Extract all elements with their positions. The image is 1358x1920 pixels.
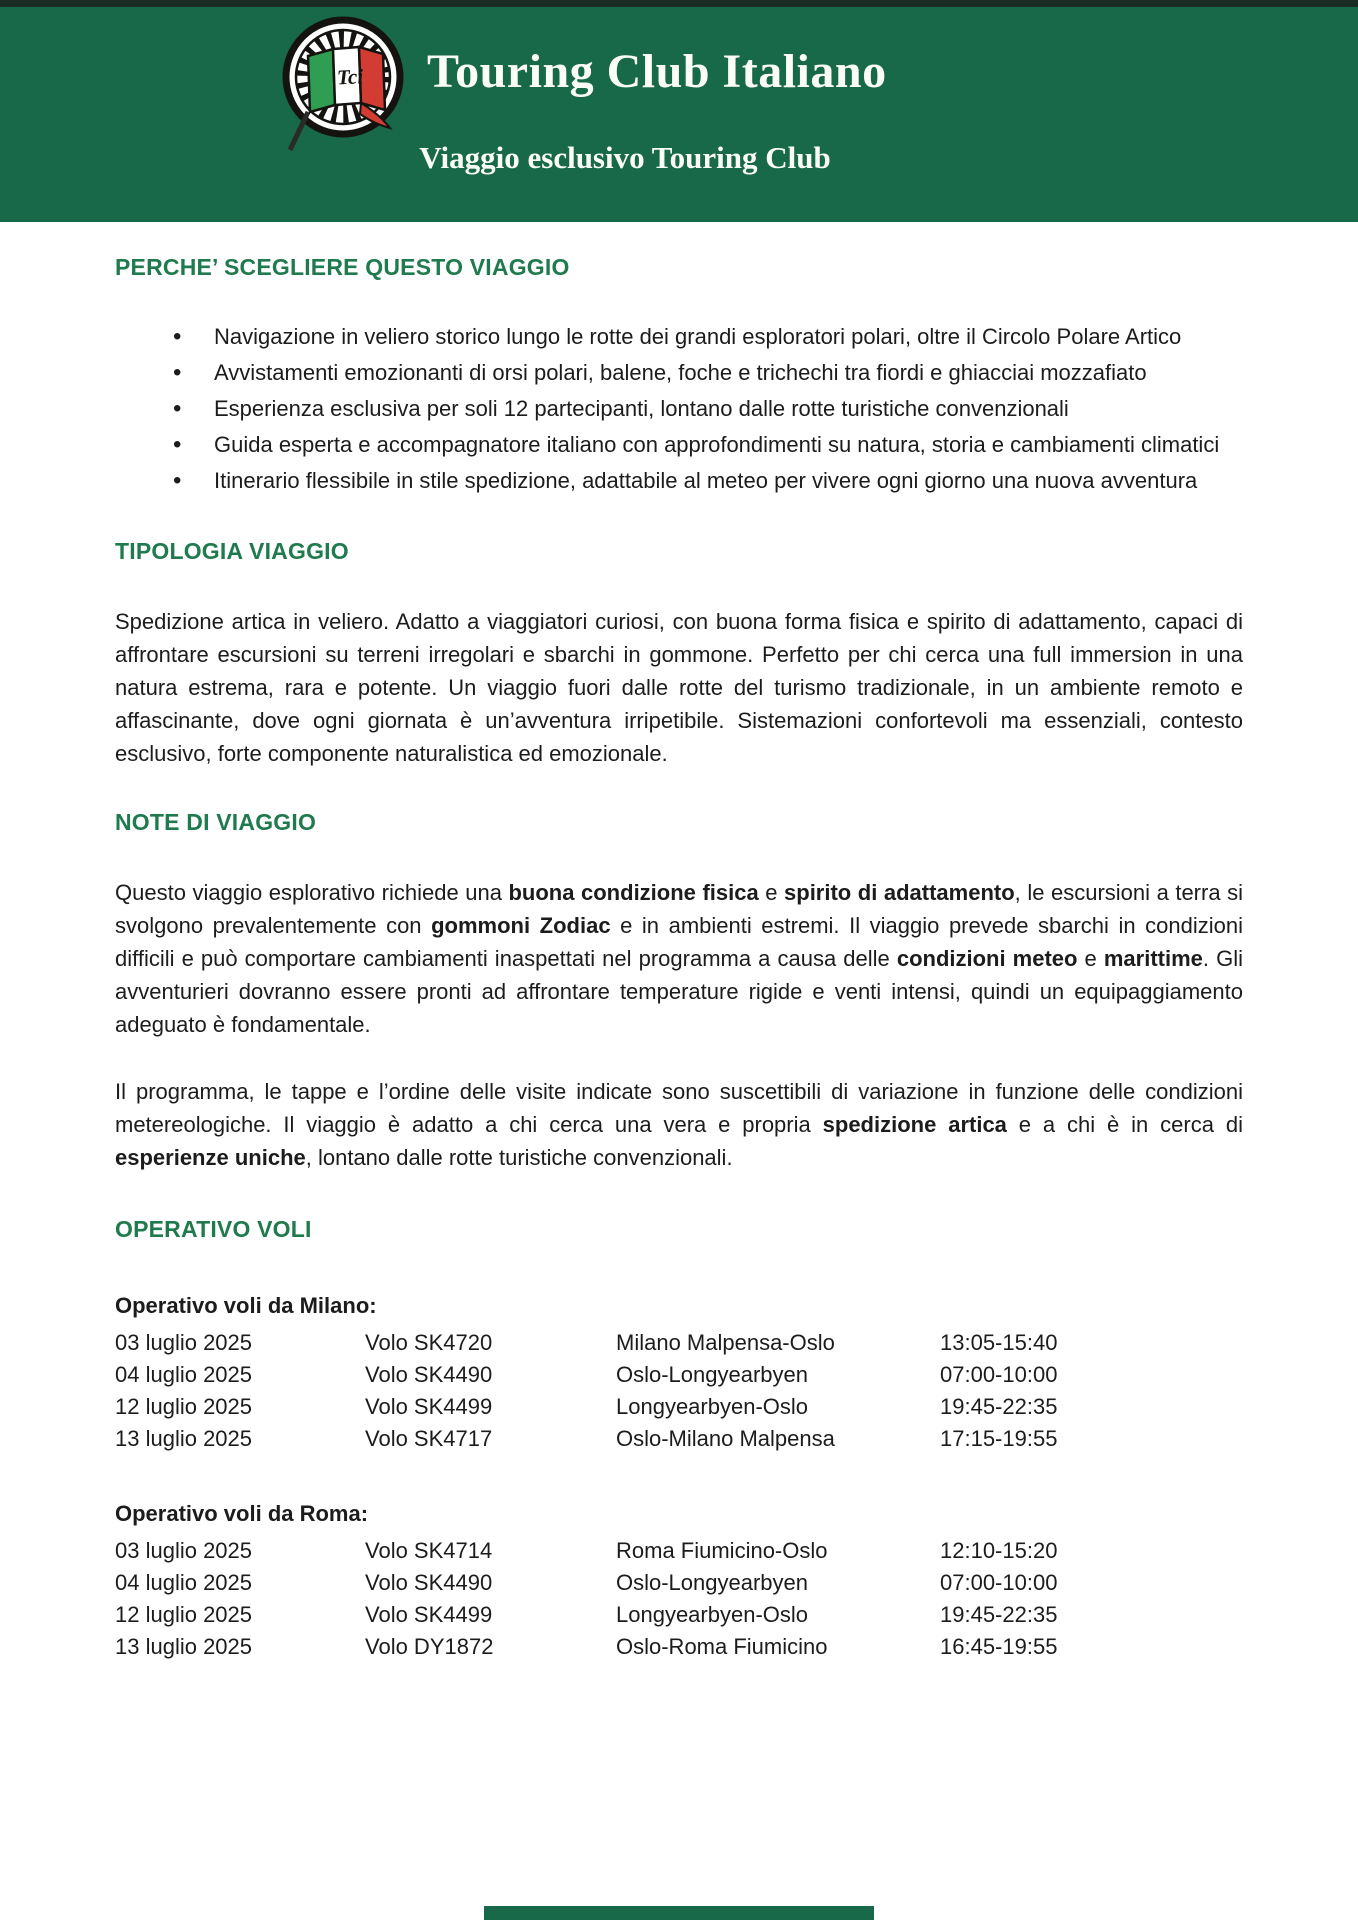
- bold-text-segment: marittime: [1103, 946, 1203, 971]
- flight-cell-date: 13 luglio 2025: [115, 1634, 253, 1659]
- section-heading-tipologia: TIPOLOGIA VIAGGIO: [115, 538, 349, 564]
- flight-row: [115, 1359, 1243, 1391]
- flight-cell-number: Volo SK4490: [365, 1570, 493, 1595]
- banner-top-edge: [0, 0, 1358, 7]
- section-heading-note: NOTE DI VIAGGIO: [115, 809, 317, 835]
- flight-cell-date: 04 luglio 2025: [115, 1362, 253, 1387]
- next-page-banner-sliver: [484, 1906, 874, 1920]
- section-heading-why: PERCHE’ SCEGLIERE QUESTO VIAGGIO: [115, 254, 570, 280]
- bold-text-segment: condizioni meteo: [896, 946, 1078, 971]
- flight-row: [115, 1599, 1243, 1631]
- text-segment: Il programma, le tappe e l’ordine delle visite indicate sono suscettibili di variazione in funzione delle condizioni metereologiche. Il viaggio è adatto a chi cerca una vera e propria: [115, 1079, 1243, 1137]
- bold-text-segment: esperienze uniche: [115, 1145, 306, 1170]
- flight-row: [115, 1423, 1243, 1455]
- text-segment: e a chi è in cerca di: [1006, 1112, 1243, 1137]
- flights-milano-block: [115, 1291, 1243, 1455]
- bullet-item: • Navigazione in veliero storico lungo le rotte dei grandi esploratori polari, oltre il Circolo Polare Artico: [115, 320, 1243, 353]
- text-segment: . Gli avventurieri dovranno essere pronti ad affrontare temperature rigide e venti intensi, quindi un equipaggiamento adeguato è fondamentale.: [115, 946, 1243, 1037]
- flight-cell-time: 12:10-15:20: [940, 1538, 1058, 1563]
- flight-cell-time: 17:15-19:55: [940, 1426, 1058, 1451]
- flight-row: [115, 1567, 1243, 1599]
- text-segment: Questo viaggio esplorativo richiede una: [115, 880, 509, 905]
- flight-cell-time: 19:45-22:35: [940, 1602, 1058, 1627]
- flight-row: [115, 1535, 1243, 1567]
- flight-cell-route: Oslo-Longyearbyen: [616, 1362, 809, 1387]
- flight-row: [115, 1631, 1243, 1663]
- flights-roma-block: [115, 1499, 1243, 1663]
- flight-cell-route: Longyearbyen-Oslo: [616, 1394, 809, 1419]
- flight-cell-number: Volo SK4720: [365, 1330, 493, 1355]
- flight-cell-time: 19:45-22:35: [940, 1394, 1058, 1419]
- flight-cell-number: Volo SK4490: [365, 1362, 493, 1387]
- flight-cell-date: 03 luglio 2025: [115, 1538, 253, 1563]
- flight-cell-route: Milano Malpensa-Oslo: [616, 1330, 835, 1355]
- flight-cell-number: Volo SK4717: [365, 1426, 493, 1451]
- note-paragraph-2: [115, 1075, 1243, 1174]
- bold-text-segment: spedizione artica: [822, 1112, 1007, 1137]
- flight-cell-route: Roma Fiumicino-Oslo: [616, 1538, 828, 1563]
- header-title: Touring Club Italiano: [427, 45, 887, 98]
- flights-milano-label: Operativo voli da Milano:: [115, 1293, 377, 1318]
- flight-row: [115, 1391, 1243, 1423]
- section-heading-voli: OPERATIVO VOLI: [115, 1216, 312, 1242]
- bullet-item: • Esperienza esclusiva per soli 12 partecipanti, lontano dalle rotte turistiche convenzionali: [115, 392, 1243, 425]
- text-segment: , lontano dalle rotte turistiche convenzionali.: [305, 1145, 733, 1170]
- flight-row: [115, 1327, 1243, 1359]
- flight-cell-date: 12 luglio 2025: [115, 1394, 253, 1419]
- flights-roma-label: Operativo voli da Roma:: [115, 1501, 369, 1526]
- bold-text-segment: buona condizione fisica: [508, 880, 759, 905]
- bold-text-segment: gommoni Zodiac: [431, 913, 611, 938]
- flight-cell-time: 07:00-10:00: [940, 1362, 1058, 1387]
- text-segment: e: [758, 880, 785, 905]
- flight-cell-number: Volo SK4499: [365, 1394, 493, 1419]
- why-bullet-list: [115, 320, 1243, 497]
- note-paragraph-1: [115, 876, 1243, 1041]
- flight-cell-route: Oslo-Longyearbyen: [616, 1570, 809, 1595]
- flight-cell-time: 07:00-10:00: [940, 1570, 1058, 1595]
- flight-cell-number: Volo SK4714: [365, 1538, 493, 1563]
- flight-cell-date: 13 luglio 2025: [115, 1426, 253, 1451]
- flight-cell-time: 16:45-19:55: [940, 1634, 1058, 1659]
- text-segment: e: [1077, 946, 1104, 971]
- text-segment: , le escursioni a terra si svolgono prevalentemente con: [115, 880, 1243, 938]
- tci-logo-icon: [280, 14, 410, 154]
- flight-cell-date: 04 luglio 2025: [115, 1570, 253, 1595]
- bullet-item: • Avvistamenti emozionanti di orsi polari, balene, foche e trichechi tra fiordi e ghiacciai mozzafiato: [115, 356, 1243, 389]
- flight-cell-date: 12 luglio 2025: [115, 1602, 253, 1627]
- bold-text-segment: spirito di adattamento: [784, 880, 1015, 905]
- document-body: [0, 255, 1358, 1663]
- header-banner: [0, 0, 1358, 222]
- flight-cell-number: Volo DY1872: [365, 1634, 494, 1659]
- header-subtitle: Viaggio esclusivo Touring Club: [419, 140, 831, 175]
- flight-cell-route: Oslo-Roma Fiumicino: [616, 1634, 828, 1659]
- bullet-item: • Guida esperta e accompagnatore italiano con approfondimenti su natura, storia e cambiamenti climatici: [115, 428, 1243, 461]
- flight-cell-number: Volo SK4499: [365, 1602, 493, 1627]
- bullet-item: • Itinerario flessibile in stile spedizione, adattabile al meteo per vivere ogni giorno una nuova avventura: [115, 464, 1243, 497]
- flight-cell-time: 13:05-15:40: [940, 1330, 1058, 1355]
- flights-milano-table: [115, 1327, 1243, 1455]
- svg-text:Tci: Tci: [336, 64, 364, 90]
- tipologia-paragraph: Spedizione artica in veliero. Adatto a viaggiatori curiosi, con buona forma fisica e spirito di adattamento, capaci di affrontare escursioni su terreni irregolari e sbarchi in gommone. Perfetto per chi cerca una full immersion in una natura estrema, rara e potente. Un viaggio fuori dalle rotte del turismo tradizionale, in un ambiente remoto e affascinante, dove ogni giornata è un’avventura irripetibile. Sistemazioni confortevoli ma essenziali, contesto esclusivo, forte componente naturalistica ed emozionale.: [115, 609, 1243, 766]
- flight-cell-route: Longyearbyen-Oslo: [616, 1602, 809, 1627]
- flights-roma-table: [115, 1535, 1243, 1663]
- flight-cell-date: 03 luglio 2025: [115, 1330, 253, 1355]
- flight-cell-route: Oslo-Milano Malpensa: [616, 1426, 835, 1451]
- text-segment: e in ambienti estremi. Il viaggio prevede sbarchi in condizioni difficili e può comportare cambiamenti inaspettati nel programma a causa delle: [115, 913, 1244, 971]
